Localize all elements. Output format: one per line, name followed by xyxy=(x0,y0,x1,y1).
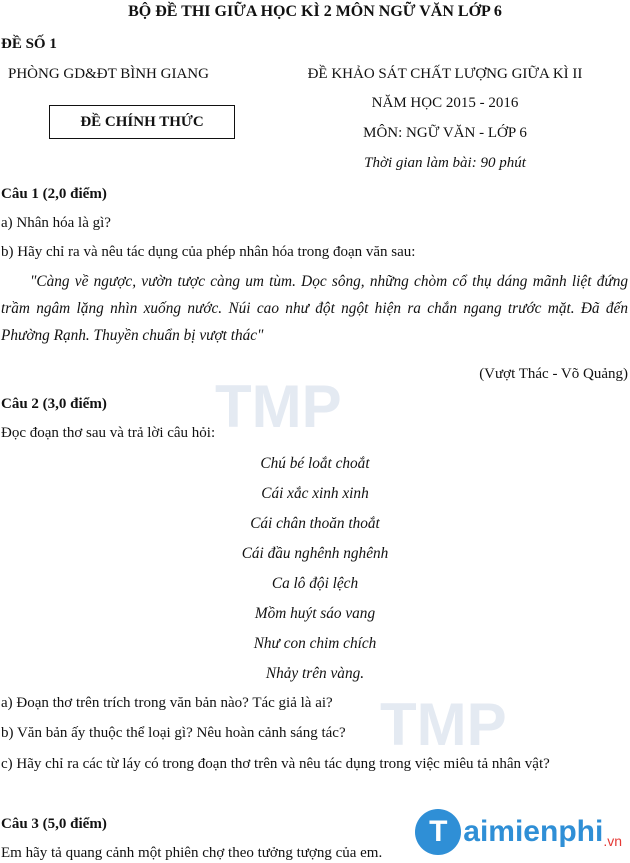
poem-line: Ca lô đội lệch xyxy=(271,575,359,592)
poem-line: Cái chân thoăn thoắt xyxy=(250,515,380,532)
question-1-passage: "Càng về ngược, vườn tược càng um tùm. Dọc sông, những chòm cổ thụ dáng mãnh liệt đứng trầm ngâm lặng nhìn xuống nước. Núi cao như đột ngột hiện ra chắn ngang trước mặt. Đã đến Phường Rạnh. Thuyền chuẩn bị vượt thác" xyxy=(1,273,628,344)
watermark-text: TMP xyxy=(215,373,342,440)
question-1-heading: Câu 1 (2,0 điểm) xyxy=(1,186,107,202)
poem-line: Mồm huýt sáo vang xyxy=(254,605,376,622)
poem-line: Cái đầu nghênh nghênh xyxy=(241,545,389,562)
question-2c: c) Hãy chỉ ra các từ láy có trong đoạn thơ trên và nêu tác dụng trong việc miêu tả nhân vật? xyxy=(1,756,550,772)
logo-suffix: .vn xyxy=(603,833,622,849)
site-logo xyxy=(415,809,622,855)
exam-name: ĐỀ KHẢO SÁT CHẤT LƯỢNG GIỮA KÌ II xyxy=(307,66,583,82)
question-2-heading: Câu 2 (3,0 điểm) xyxy=(1,396,107,412)
question-3-heading: Câu 3 (5,0 điểm) xyxy=(1,816,107,832)
poem-line: Chú bé loắt choắt xyxy=(260,455,370,472)
document-title: BỘ ĐỀ THI GIỮA HỌC KÌ 2 MÔN NGỮ VĂN LỚP 6 xyxy=(128,3,502,20)
official-exam-box xyxy=(49,105,235,139)
question-2a: a) Đoạn thơ trên trích trong văn bản nào? Tác giả là ai? xyxy=(1,695,333,711)
poem-line: Cái xắc xinh xinh xyxy=(261,485,369,502)
question-1a: a) Nhân hóa là gì? xyxy=(1,215,111,231)
watermark-text: TMP xyxy=(380,691,507,758)
subject: MÔN: NGỮ VĂN - LỚP 6 xyxy=(363,125,527,141)
question-3-text: Em hãy tả quang cảnh một phiên chợ theo tưởng tượng của em. xyxy=(1,845,383,861)
question-2-intro: Đọc đoạn thơ sau và trả lời câu hỏi: xyxy=(1,425,216,441)
exam-time: Thời gian làm bài: 90 phút xyxy=(364,155,526,171)
poem-line: Như con chim chích xyxy=(253,635,377,652)
question-1-source: (Vượt Thác - Võ Quảng) xyxy=(479,366,628,382)
logo-text: aimienphi xyxy=(463,815,604,848)
school-year: NĂM HỌC 2015 - 2016 xyxy=(371,95,519,111)
official-exam-label: ĐỀ CHÍNH THỨC xyxy=(80,113,204,130)
department-name: PHÒNG GD&ĐT BÌNH GIANG xyxy=(8,66,209,82)
question-1b: b) Hãy chỉ ra và nêu tác dụng của phép nhân hóa trong đoạn văn sau: xyxy=(1,244,416,260)
poem-line: Nhảy trên vàng. xyxy=(265,665,365,682)
exam-number: ĐỀ SỐ 1 xyxy=(1,36,57,52)
question-2b: b) Văn bản ấy thuộc thể loại gì? Nêu hoàn cảnh sáng tác? xyxy=(1,725,346,741)
logo-icon: T xyxy=(415,809,461,855)
